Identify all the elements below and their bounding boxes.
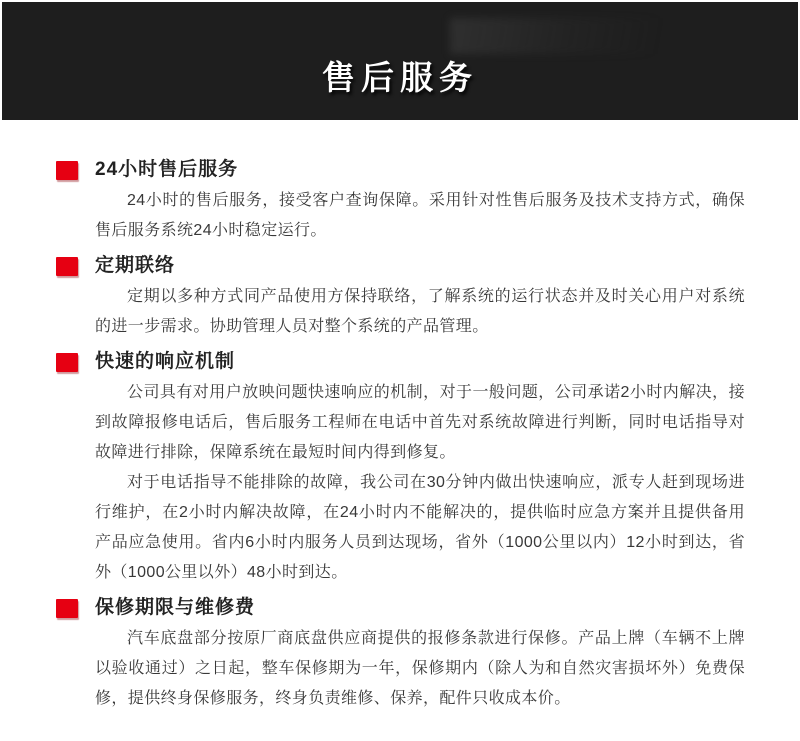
red-square-bullet-icon bbox=[56, 353, 78, 372]
section-paragraph: 24小时的售后服务，接受客户查询保障。采用针对性售后服务及技术支持方式，确保售后服务系统24小时稳定运行。 bbox=[95, 192, 745, 239]
section-title: 定期联络 bbox=[95, 255, 176, 276]
service-section bbox=[56, 350, 755, 588]
red-square-bullet-icon bbox=[56, 599, 78, 618]
section-heading-row bbox=[56, 254, 755, 278]
section-paragraph: 对于电话指导不能排除的故障，我公司在30分钟内做出快速响应，派专人赶到现场进行维护，在2小时内解决故障，在24小时内不能解决的，提供临时应急方案并且提供备用产品应急使用。省内6小时内服务人员到达现场，省外（1000公里以内）12小时到达，省外（1000公里以外）48小时到达。 bbox=[95, 474, 745, 581]
section-title: 快速的响应机制 bbox=[95, 351, 236, 372]
section-paragraph: 公司具有对用户放映问题快速响应的机制，对于一般问题，公司承诺2小时内解决，接到故障报修电话后，售后服务工程师在电话中首先对系统故障进行判断，同时电话指导对故障进行排除，保障系统在最短时间内得到修复。 bbox=[95, 384, 745, 461]
section-title: 保修期限与维修费 bbox=[95, 597, 256, 618]
section-title: 24小时售后服务 bbox=[95, 159, 239, 180]
section-heading-row bbox=[56, 596, 755, 620]
section-heading-row bbox=[56, 158, 755, 182]
section-heading-row bbox=[56, 350, 755, 374]
section-paragraph: 定期以多种方式同产品使用方保持联络，了解系统的运行状态并及时关心用户对系统的进一步需求。协助管理人员对整个系统的产品管理。 bbox=[95, 288, 745, 335]
service-section bbox=[56, 254, 755, 342]
page-header bbox=[2, 2, 798, 120]
red-square-bullet-icon bbox=[56, 161, 78, 180]
service-section bbox=[56, 596, 755, 714]
service-section bbox=[56, 158, 755, 246]
page-title: 售后服务 bbox=[322, 58, 478, 96]
watermark-smudge bbox=[450, 18, 710, 54]
section-paragraph: 汽车底盘部分按原厂商底盘供应商提供的报修条款进行保修。产品上牌（车辆不上牌以验收通过）之日起，整车保修期为一年，保修期内（除人为和自然灾害损坏外）免费保修，提供终身保修服务，终身负责维修、保养，配件只收成本价。 bbox=[95, 630, 745, 707]
red-square-bullet-icon bbox=[56, 257, 78, 276]
content bbox=[0, 120, 800, 714]
